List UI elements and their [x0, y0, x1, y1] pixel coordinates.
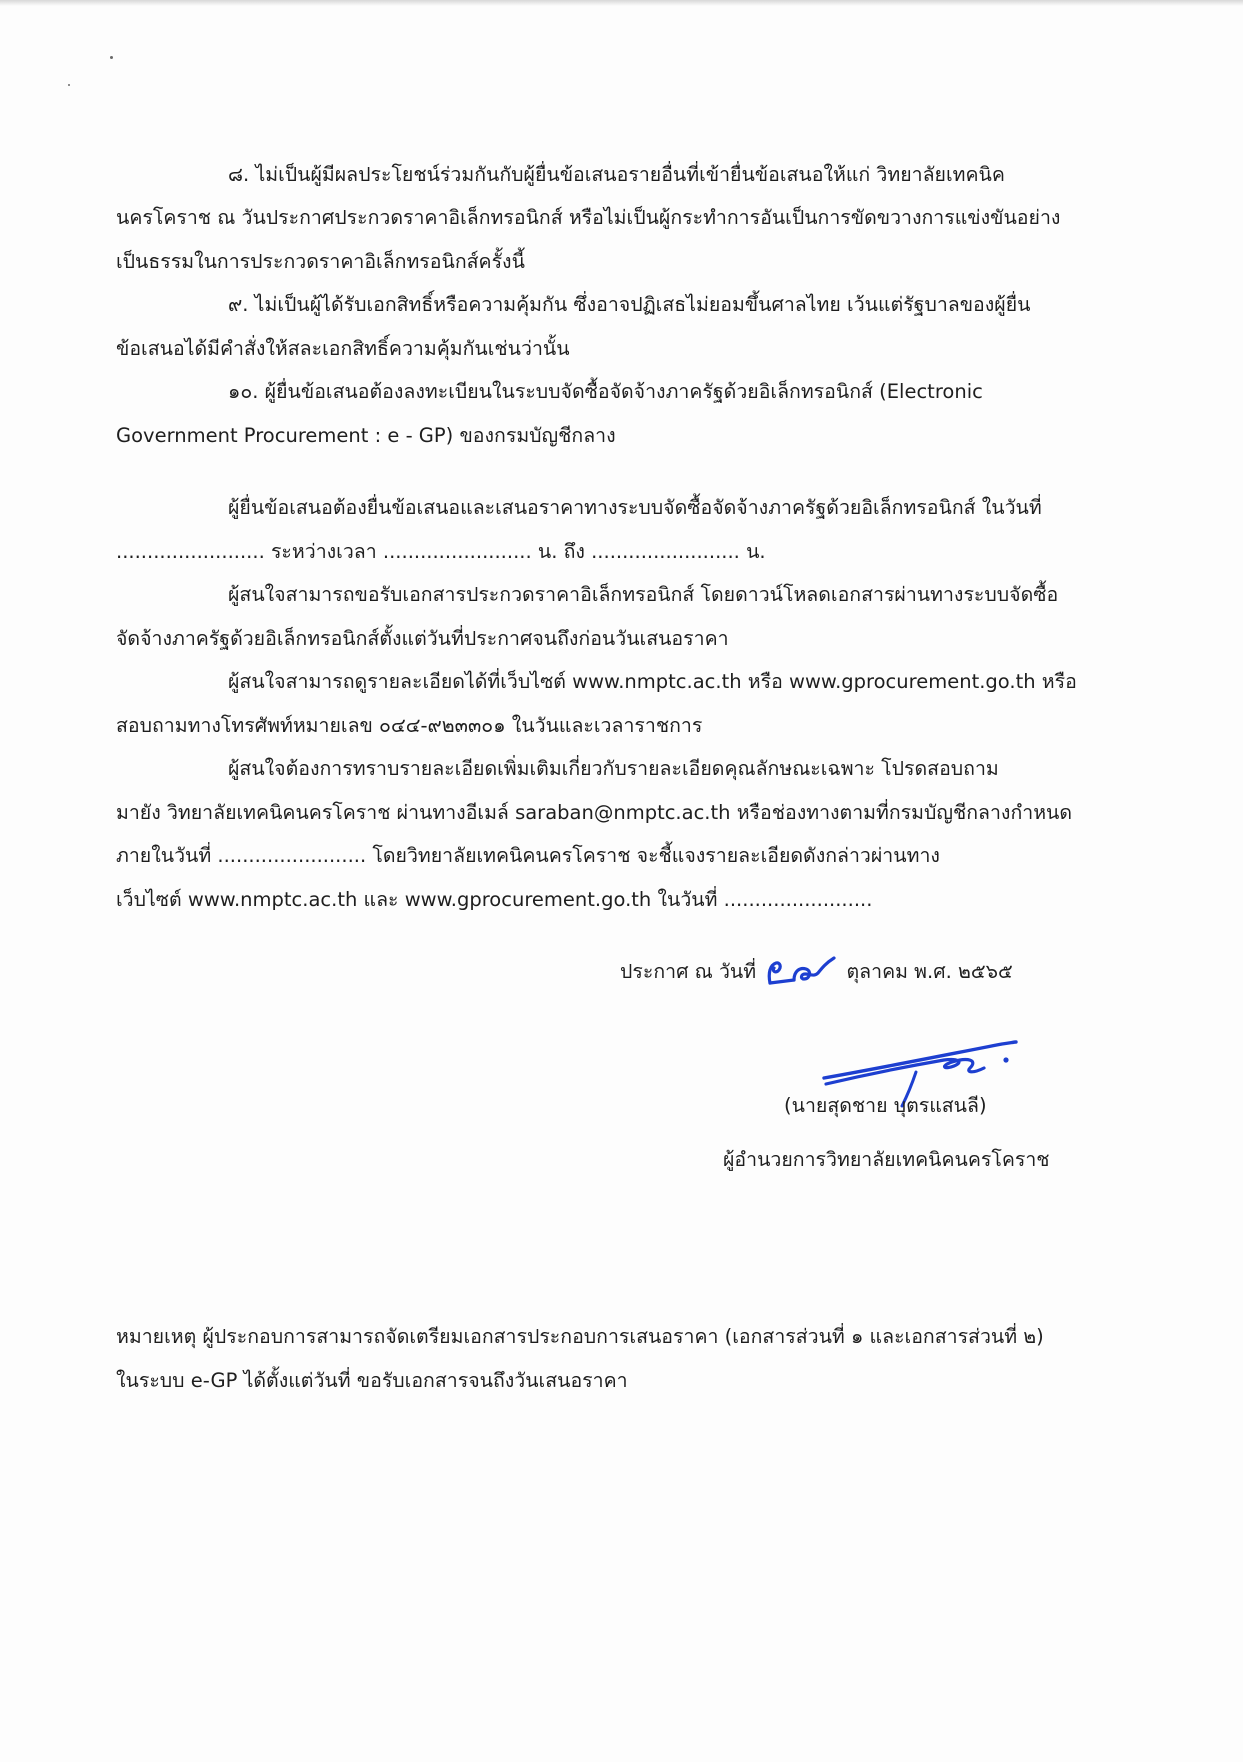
signatory-name: (นายสุดชาย บุตรแสนลี)	[784, 1094, 987, 1117]
clause-8-line-1: ๘. ไม่เป็นผู้มีผลประโยชน์ร่วมกันกับผู้ยื่นข้อเสนอรายอื่นที่เข้ายื่นข้อเสนอให้แก่ วิทยาลัยเทคนิค	[228, 163, 1005, 186]
inquiry-line-1: ผู้สนใจต้องการทราบรายละเอียดเพิ่มเติมเกี่ยวกับรายละเอียดคุณลักษณะเฉพาะ โปรดสอบถาม	[228, 757, 999, 780]
signatory-title: ผู้อำนวยการวิทยาลัยเทคนิคนครโคราช	[723, 1148, 1050, 1171]
clause-10-line-2: Government Procurement : e - GP) ของกรมบัญชีกลาง	[116, 424, 616, 447]
download-line-1: ผู้สนใจสามารถขอรับเอกสารประกวดราคาอิเล็กทรอนิกส์ โดยดาวน์โหลดเอกสารผ่านทางระบบจัดซื้อ	[228, 583, 1059, 606]
inquiry-line-2: มายัง วิทยาลัยเทคนิคนครโคราช ผ่านทางอีเมล์ saraban@nmptc.ac.th หรือช่องทางตามที่กรมบัญชีกลางกำหนด	[116, 801, 1073, 824]
scan-speck	[68, 84, 70, 86]
clause-8-line-2: นครโคราช ณ วันประกาศประกวดราคาอิเล็กทรอนิกส์ หรือไม่เป็นผู้กระทำการอันเป็นการขัดขวางการแข่งขันอย่าง	[116, 206, 1061, 229]
download-line-2: จัดจ้างภาครัฐด้วยอิเล็กทรอนิกส์ตั้งแต่วันที่ประกาศจนถึงก่อนวันเสนอราคา	[116, 627, 729, 650]
clause-10-line-1: ๑๐. ผู้ยื่นข้อเสนอต้องลงทะเบียนในระบบจัดซื้อจัดจ้างภาครัฐด้วยอิเล็กทรอนิกส์ (Electronic	[228, 380, 983, 403]
inquiry-line-3: ภายในวันที่ ........................ โดยวิทยาลัยเทคนิคนครโคราช จะชี้แจงรายละเอียดดังกล่าวผ่านทาง	[116, 844, 940, 867]
scan-edge-shadow	[0, 0, 1243, 6]
inquiry-line-4: เว็บไซต์ www.nmptc.ac.th และ www.gprocurement.go.th ในวันที่ ........................	[116, 888, 873, 911]
announcement-prefix: ประกาศ ณ วันที่	[620, 960, 757, 983]
clause-8-line-3: เป็นธรรมในการประกวดราคาอิเล็กทรอนิกส์ครั้งนี้	[116, 250, 525, 273]
clause-9-line-2: ข้อเสนอได้มีคำสั่งให้สละเอกสิทธิ์ความคุ้มกันเช่นว่านั้น	[116, 337, 570, 360]
scan-speck	[110, 56, 113, 59]
submission-line-2: ........................ ระหว่างเวลา ........................ น. ถึง ........................ น.	[116, 540, 766, 563]
note-line-1: หมายเหตุ ผู้ประกอบการสามารถจัดเตรียมเอกสารประกอบการเสนอราคา (เอกสารส่วนที่ ๑ และเอกสารส่วนที่ ๒)	[116, 1325, 1044, 1348]
note-line-2: ในระบบ e-GP ได้ตั้งแต่วันที่ ขอรับเอกสารจนถึงวันเสนอราคา	[116, 1369, 628, 1392]
website-line-2: สอบถามทางโทรศัพท์หมายเลข ๐๔๔-๙๒๓๓๐๑ ในวันและเวลาราชการ	[116, 714, 703, 737]
website-line-1: ผู้สนใจสามารถดูรายละเอียดได้ที่เว็บไซต์ www.nmptc.ac.th หรือ www.gprocurement.go.th หรือ	[228, 670, 1077, 693]
announcement-date	[620, 955, 1013, 989]
clause-9-line-1: ๙. ไม่เป็นผู้ได้รับเอกสิทธิ์หรือความคุ้มกัน ซึ่งอาจปฏิเสธไม่ยอมขึ้นศาลไทย เว้นแต่รัฐบาลของผู้ยื่น	[228, 293, 1031, 316]
announcement-suffix: ตุลาคม พ.ศ. ๒๕๖๕	[846, 960, 1013, 983]
handwritten-day	[764, 955, 838, 989]
submission-line-1: ผู้ยื่นข้อเสนอต้องยื่นข้อเสนอและเสนอราคาทางระบบจัดซื้อจัดจ้างภาครัฐด้วยอิเล็กทรอนิกส์ ในวันที่	[228, 496, 1042, 519]
